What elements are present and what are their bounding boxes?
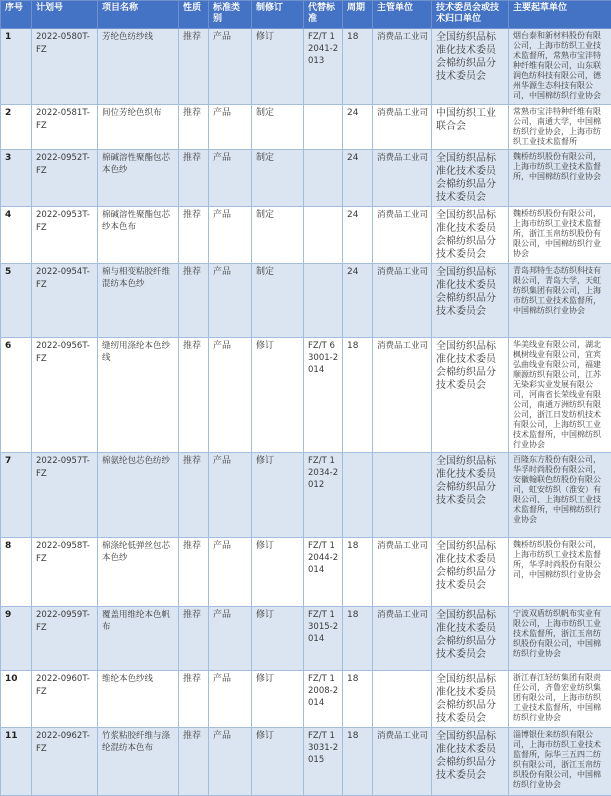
cell-nature: 推荐 [179, 29, 209, 105]
cell-cycle: 24 [343, 207, 373, 264]
cell-replaced: FZ/T 12008-2014 [304, 671, 343, 728]
cell-index: 7 [1, 453, 32, 538]
table-row [1, 150, 611, 207]
cell-category: 产品 [209, 338, 252, 453]
cell-nature: 推荐 [179, 453, 209, 538]
cell-project-name: 缝纫用涤纶本色纱线 [98, 338, 179, 453]
cell-project-name: 棉碱溶性聚酯包芯纱本色布 [98, 207, 179, 264]
column-header-committee: 技术委员会或技术归口单位 [432, 1, 509, 29]
table-body [1, 29, 611, 796]
column-header-authority: 主管单位 [373, 1, 432, 29]
cell-cycle: 24 [343, 105, 373, 150]
cell-drafters: 青岛邦特生态纺织科技有限公司，青岛大学，天虹纺织集团有限公司，上海市纺织工业技术监督所，中国棉纺织行业协会 [509, 264, 611, 338]
table-header [1, 1, 611, 29]
cell-index: 2 [1, 105, 32, 150]
table-row [1, 728, 611, 796]
cell-nature: 推荐 [179, 338, 209, 453]
cell-drafters: 宁波双盾纺织帆布实业有限公司，上海市纺织工业技术监督所，浙江玉帛纺织股份有限公司，中国棉纺织行业协会 [509, 607, 611, 671]
cell-category: 产品 [209, 728, 252, 796]
cell-authority [373, 671, 432, 728]
cell-project-name: 棉氨纶包芯色纺纱 [98, 453, 179, 538]
cell-committee: 全国纺织品标准化技术委员会棉纺织品分技术委员会 [432, 728, 509, 796]
cell-plan-no: 2022-0581T-FZ [32, 105, 98, 150]
cell-replaced: FZ/T 13015-2014 [304, 607, 343, 671]
cell-revision: 修订 [252, 453, 304, 538]
cell-nature: 推荐 [179, 538, 209, 607]
cell-plan-no: 2022-0958T-FZ [32, 538, 98, 607]
column-header-plan-no: 计划号 [32, 1, 98, 29]
cell-cycle: 24 [343, 264, 373, 338]
cell-revision: 修订 [252, 607, 304, 671]
cell-plan-no: 2022-0952T-FZ [32, 150, 98, 207]
cell-category: 产品 [209, 538, 252, 607]
cell-nature: 推荐 [179, 728, 209, 796]
cell-plan-no: 2022-0957T-FZ [32, 453, 98, 538]
cell-drafters: 常熟市宝沣特种纤维有限公司，南通大学，中国棉纺织行业协会，上海市纺织工业技术监督所 [509, 105, 611, 150]
cell-cycle: 18 [343, 538, 373, 607]
cell-replaced: FZ/T 12041-2013 [304, 29, 343, 105]
table-row [1, 538, 611, 607]
cell-index: 9 [1, 607, 32, 671]
cell-project-name: 竹浆粘胶纤维与涤纶混纺本色布 [98, 728, 179, 796]
column-header-category: 标准类别 [209, 1, 252, 29]
cell-revision: 修订 [252, 671, 304, 728]
cell-plan-no: 2022-0959T-FZ [32, 607, 98, 671]
column-header-cycle: 周期 [343, 1, 373, 29]
table-row [1, 671, 611, 728]
cell-index: 3 [1, 150, 32, 207]
cell-committee: 全国纺织品标准化技术委员会棉纺织品分技术委员会 [432, 453, 509, 538]
cell-nature: 推荐 [179, 671, 209, 728]
cell-committee: 全国纺织品标准化技术委员会棉纺织品分技术委员会 [432, 150, 509, 207]
table-row [1, 453, 611, 538]
column-header-replaced: 代替标准 [304, 1, 343, 29]
cell-category: 产品 [209, 105, 252, 150]
cell-index: 10 [1, 671, 32, 728]
cell-committee: 全国纺织品标准化技术委员会棉纺织品分技术委员会 [432, 207, 509, 264]
cell-drafters: 魏桥纺织股份有限公司，上海市纺织工业技术监督所，中国棉纺织行业协会 [509, 150, 611, 207]
cell-revision: 制定 [252, 264, 304, 338]
cell-committee: 中国纺织工业联合会 [432, 105, 509, 150]
cell-cycle: 18 [343, 29, 373, 105]
cell-authority: 消费品工业司 [373, 150, 432, 207]
cell-index: 11 [1, 728, 32, 796]
cell-authority: 消费品工业司 [373, 728, 432, 796]
cell-authority [373, 453, 432, 538]
cell-drafters: 魏桥纺织股份有限公司，上海市纺织工业技术监督所，浙江玉帛纺织股份有限公司，中国棉纺织行业协会 [509, 207, 611, 264]
cell-authority: 消费品工业司 [373, 207, 432, 264]
cell-drafters: 烟台泰和新材料股份有限公司，上海市纺织工业技术监督所，常熟市宝沣特种纤维有限公司，山东联润色纺科技有限公司，德州华源生态科技有限公司，中国棉纺织行业协会 [509, 29, 611, 105]
cell-plan-no: 2022-0953T-FZ [32, 207, 98, 264]
cell-cycle: 18 [343, 728, 373, 796]
cell-revision: 修订 [252, 728, 304, 796]
table-row [1, 264, 611, 338]
cell-cycle: 18 [343, 671, 373, 728]
cell-committee: 全国纺织品标准化技术委员会棉纺织品分技术委员会 [432, 29, 509, 105]
cell-index: 5 [1, 264, 32, 338]
table-row [1, 207, 611, 264]
cell-plan-no: 2022-0960T-FZ [32, 671, 98, 728]
cell-index: 4 [1, 207, 32, 264]
cell-nature: 推荐 [179, 105, 209, 150]
cell-project-name: 覆盖用维纶本色帆布 [98, 607, 179, 671]
cell-project-name: 维纶本色纱线 [98, 671, 179, 728]
column-header-project-name: 项目名称 [98, 1, 179, 29]
cell-nature: 推荐 [179, 607, 209, 671]
cell-revision: 修订 [252, 338, 304, 453]
table-row [1, 338, 611, 453]
cell-committee: 全国纺织品标准化技术委员会棉纺织品分技术委员会 [432, 264, 509, 338]
cell-replaced: FZ/T 12044-2014 [304, 538, 343, 607]
cell-project-name: 棉碱溶性聚酯包芯本色纱 [98, 150, 179, 207]
cell-index: 8 [1, 538, 32, 607]
cell-replaced [304, 264, 343, 338]
cell-category: 产品 [209, 671, 252, 728]
cell-project-name: 棉涤纶低弹丝包芯本色纱 [98, 538, 179, 607]
cell-drafters: 魏桥纺织股份有限公司，上海市纺织工业技术监督所，华孚时尚股份有限公司，中国棉纺织行业协会 [509, 538, 611, 607]
table-row [1, 29, 611, 105]
cell-category: 产品 [209, 607, 252, 671]
cell-replaced: FZ/T 13031-2015 [304, 728, 343, 796]
column-header-nature: 性质 [179, 1, 209, 29]
cell-project-name: 间位芳纶色织布 [98, 105, 179, 150]
table-row [1, 607, 611, 671]
cell-authority: 消费品工业司 [373, 264, 432, 338]
cell-category: 产品 [209, 264, 252, 338]
cell-category: 产品 [209, 150, 252, 207]
cell-drafters: 浙江春江轻纺集团有限责任公司，齐鲁宏业纺织集团有限公司，上海市纺织工业技术监督所，中国棉纺织行业协会 [509, 671, 611, 728]
cell-index: 1 [1, 29, 32, 105]
cell-revision: 修订 [252, 538, 304, 607]
cell-plan-no: 2022-0580T-FZ [32, 29, 98, 105]
cell-drafters: 百隆东方股份有限公司，华孚时尚股份有限公司，安徽翰联色纺股份有限公司，虹安纺织（淮安）有限公司、上海纺织工业技术监督所，中国棉纺织行业协会 [509, 453, 611, 538]
column-header-index: 序号 [1, 1, 32, 29]
cell-category: 产品 [209, 453, 252, 538]
column-header-revision: 制修订 [252, 1, 304, 29]
cell-revision: 制定 [252, 105, 304, 150]
cell-authority: 消费品工业司 [373, 607, 432, 671]
header-row [1, 1, 611, 29]
cell-nature: 推荐 [179, 150, 209, 207]
cell-authority: 消费品工业司 [373, 538, 432, 607]
cell-replaced [304, 105, 343, 150]
cell-drafters: 华美线业有限公司，湖北枫树线业有限公司，宜宾弘曲线业有限公司，福建顺源纺织有限公司，江苏无染彩实业发展有限公司，河南省长荣线业有限公司，南通万洲纺织有限公司，浙江日发纺机技术有限公司，上海纺织工业技术监督所，中国棉纺织行业协会 [509, 338, 611, 453]
cell-authority: 消费品工业司 [373, 105, 432, 150]
cell-replaced: FZ/T 63001-2014 [304, 338, 343, 453]
cell-committee: 全国纺织品标准化技术委员会棉纺织品分技术委员会 [432, 607, 509, 671]
cell-revision: 修订 [252, 29, 304, 105]
cell-committee: 全国纺织品标准化技术委员会棉纺织品分技术委员会 [432, 338, 509, 453]
cell-category: 产品 [209, 29, 252, 105]
cell-project-name: 芳纶色纺纱线 [98, 29, 179, 105]
cell-committee: 全国纺织品标准化技术委员会棉纺织品分技术委员会 [432, 671, 509, 728]
cell-category: 产品 [209, 207, 252, 264]
cell-nature: 推荐 [179, 207, 209, 264]
cell-plan-no: 2022-0954T-FZ [32, 264, 98, 338]
cell-index: 6 [1, 338, 32, 453]
cell-cycle: 24 [343, 150, 373, 207]
cell-authority: 消费品工业司 [373, 29, 432, 105]
table-row [1, 105, 611, 150]
cell-nature: 推荐 [179, 264, 209, 338]
cell-cycle: 18 [343, 607, 373, 671]
cell-plan-no: 2022-0956T-FZ [32, 338, 98, 453]
cell-cycle [343, 453, 373, 538]
cell-cycle: 18 [343, 338, 373, 453]
cell-plan-no: 2022-0962T-FZ [32, 728, 98, 796]
cell-replaced [304, 150, 343, 207]
cell-authority: 消费品工业司 [373, 338, 432, 453]
cell-replaced: FZ/T 12034-2012 [304, 453, 343, 538]
cell-drafters: 淄博银仕来纺织有限公司，上海市纺织工业技术监督所，际华三五四二纺织有限公司，浙江玉帛纺织股份有限公司，中国棉纺织行业协会 [509, 728, 611, 796]
cell-project-name: 棉与相变粘胶纤维混纺本色纱 [98, 264, 179, 338]
cell-replaced [304, 207, 343, 264]
column-header-drafters: 主要起草单位 [509, 1, 611, 29]
cell-revision: 制定 [252, 207, 304, 264]
cell-revision: 制定 [252, 150, 304, 207]
cell-committee: 全国纺织品标准化技术委员会棉纺织品分技术委员会 [432, 538, 509, 607]
